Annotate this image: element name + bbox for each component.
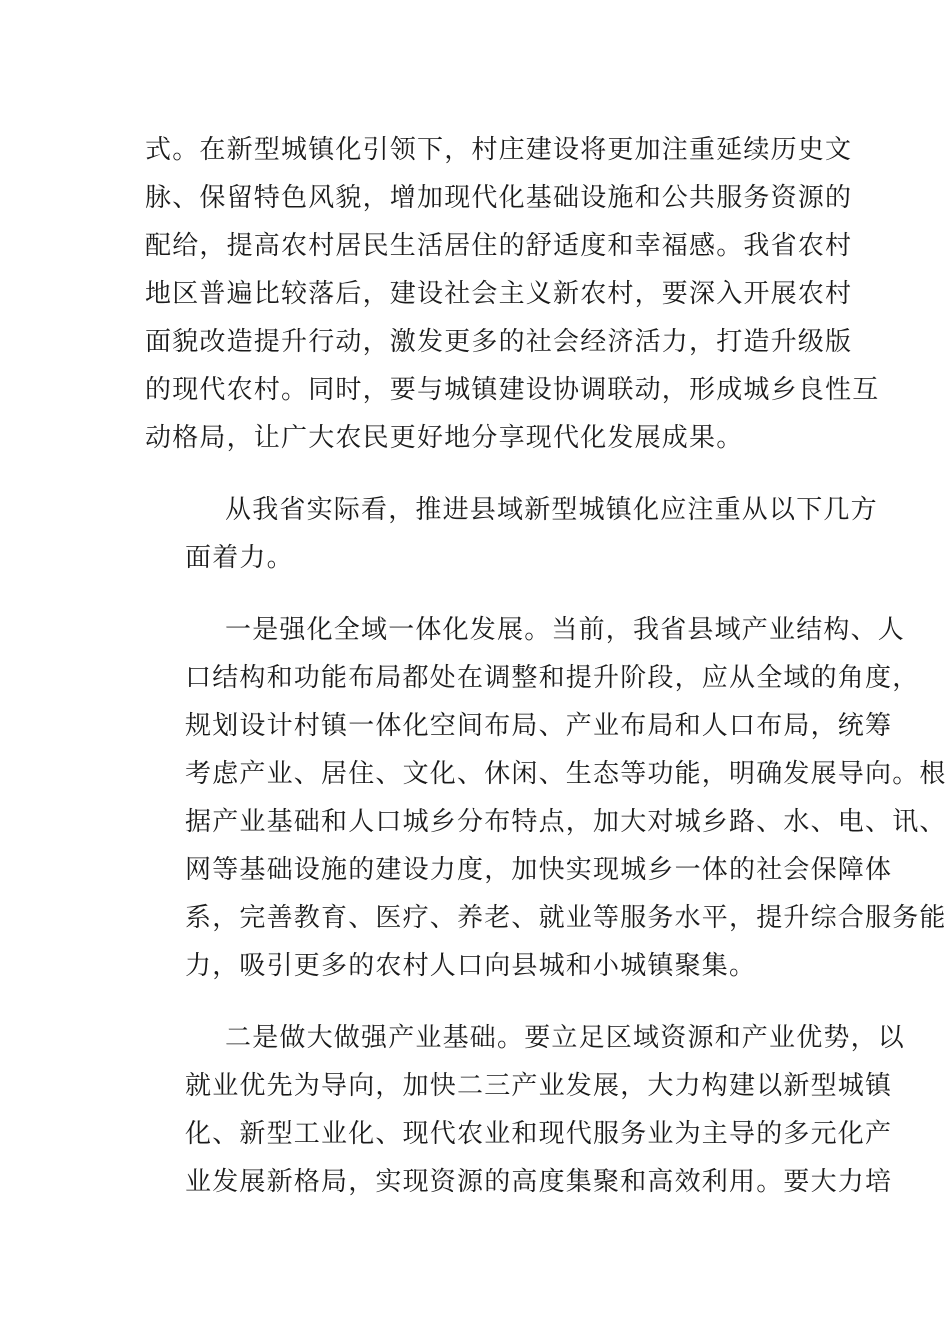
text-line: 系，完善教育、医疗、养老、就业等服务水平，提升综合服务能 — [185, 903, 947, 933]
text-line: 脉、保留特色风貌，增加现代化基础设施和公共服务资源的 — [145, 183, 853, 213]
text-line: 据产业基础和人口城乡分布特点，加大对城乡路、水、电、讯、 — [185, 807, 947, 837]
text-line: 二是做大做强产业基础。要立足区域资源和产业优势，以 — [225, 1023, 906, 1053]
text-line: 考虑产业、居住、文化、休闲、生态等功能，明确发展导向。根 — [185, 759, 947, 789]
text-line: 力，吸引更多的农村人口向县城和小城镇聚集。 — [185, 951, 757, 981]
paragraph-gap — [145, 582, 825, 606]
paragraph-1 — [145, 126, 880, 462]
paragraph-4 — [145, 1014, 906, 1206]
text-line: 网等基础设施的建设力度，加快实现城乡一体的社会保障体 — [185, 855, 893, 885]
document-body — [145, 126, 947, 1206]
text-line: 就业优先为导向，加快二三产业发展，大力构建以新型城镇 — [185, 1071, 893, 1101]
paragraph-gap — [145, 462, 825, 486]
text-line: 从我省实际看，推进县域新型城镇化应注重从以下几方 — [225, 495, 878, 525]
text-line: 动格局，让广大农民更好地分享现代化发展成果。 — [145, 423, 744, 453]
text-line: 的现代农村。同时，要与城镇建设协调联动，形成城乡良性互 — [145, 375, 880, 405]
text-line: 一是强化全域一体化发展。当前，我省县域产业结构、人 — [225, 615, 906, 645]
paragraph-gap — [145, 990, 825, 1014]
text-line: 业发展新格局，实现资源的高度集聚和高效利用。要大力培 — [185, 1167, 893, 1197]
text-line: 规划设计村镇一体化空间布局、产业布局和人口布局，统筹 — [185, 711, 893, 741]
text-line: 口结构和功能布局都处在调整和提升阶段，应从全域的角度， — [185, 663, 920, 693]
paragraph-2 — [145, 486, 878, 582]
text-line: 面貌改造提升行动，激发更多的社会经济活力，打造升级版 — [145, 327, 853, 357]
text-line: 式。在新型城镇化引领下，村庄建设将更加注重延续历史文 — [145, 135, 853, 165]
text-line: 化、新型工业化、现代农业和现代服务业为主导的多元化产 — [185, 1119, 893, 1149]
text-line: 配给，提高农村居民生活居住的舒适度和幸福感。我省农村 — [145, 231, 853, 261]
text-line: 面着力。 — [185, 543, 294, 573]
paragraph-3 — [145, 606, 947, 990]
text-line: 地区普遍比较落后，建设社会主义新农村，要深入开展农村 — [145, 279, 853, 309]
